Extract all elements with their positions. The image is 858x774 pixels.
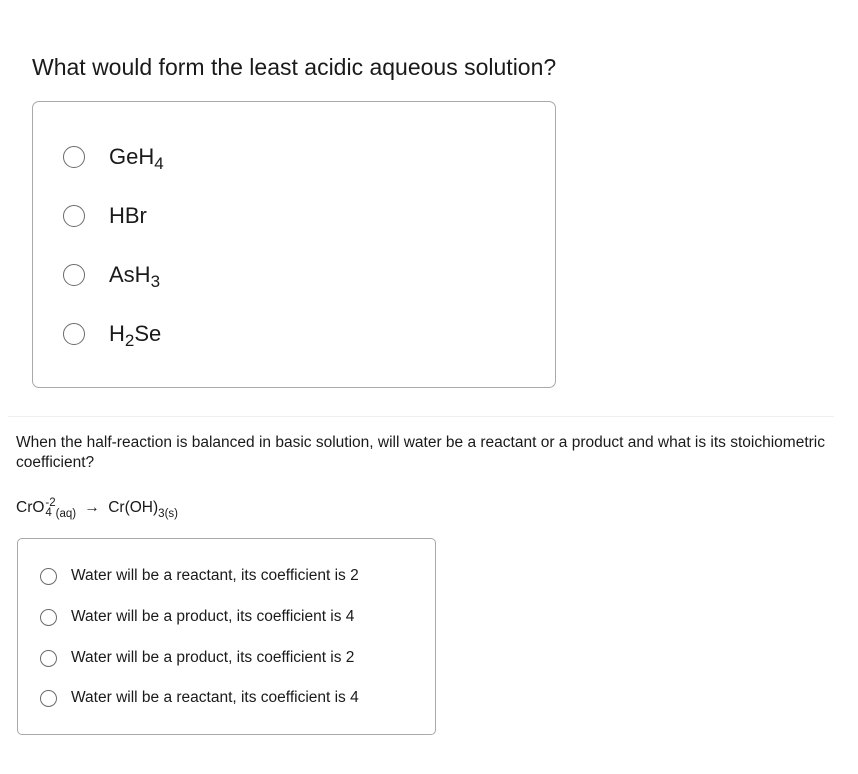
radio-button[interactable] [63, 205, 85, 227]
question-2-answer-box [17, 538, 436, 735]
radio-button[interactable] [40, 650, 57, 667]
answer-label: Water will be a reactant, its coefficient is 4 [71, 689, 359, 706]
answer-label: Water will be a reactant, its coefficient is 2 [71, 567, 359, 584]
half-reaction-equation: CrO -2 4 $_{(aq)} \to Cr(OH)_{3(s)}$ [16, 497, 178, 520]
answer-label: Water will be a product, its coefficient is 2 [71, 649, 355, 666]
question-2-prompt: When the half-reaction is balanced in basic solution, will water be a reactant or a product and what is its stoichiometric coefficient? [16, 434, 825, 471]
question-divider [8, 416, 834, 417]
radio-button[interactable] [40, 609, 57, 626]
question-1-prompt: What would form the least acidic aqueous solution? [32, 54, 557, 80]
radio-button[interactable] [40, 690, 57, 707]
question-1-answer-box [32, 101, 556, 388]
radio-button[interactable] [40, 568, 57, 585]
answer-option-product-2[interactable] [40, 645, 354, 671]
answer-option-reactant-4[interactable] [40, 685, 359, 711]
answer-label-hbr: HBr [109, 203, 147, 228]
answer-option-reactant-2[interactable] [40, 563, 359, 589]
answer-option-product-4[interactable] [40, 604, 354, 630]
answer-option-ash3[interactable] [63, 258, 160, 292]
answer-label-ash3: AsH$_3$ [109, 262, 161, 291]
answer-option-h2se[interactable] [63, 317, 161, 351]
radio-button[interactable] [63, 323, 85, 345]
answer-option-hbr[interactable] [63, 199, 147, 233]
answer-label-h2se: $H_2Se$ [109, 321, 162, 350]
radio-button[interactable] [63, 264, 85, 286]
answer-label-geh4: GeH$_4$ [109, 144, 164, 173]
answer-label: Water will be a product, its coefficient is 4 [71, 608, 355, 625]
answer-option-geh4[interactable] [63, 140, 164, 174]
radio-button[interactable] [63, 146, 85, 168]
reaction-arrow-icon: → [84, 499, 100, 516]
